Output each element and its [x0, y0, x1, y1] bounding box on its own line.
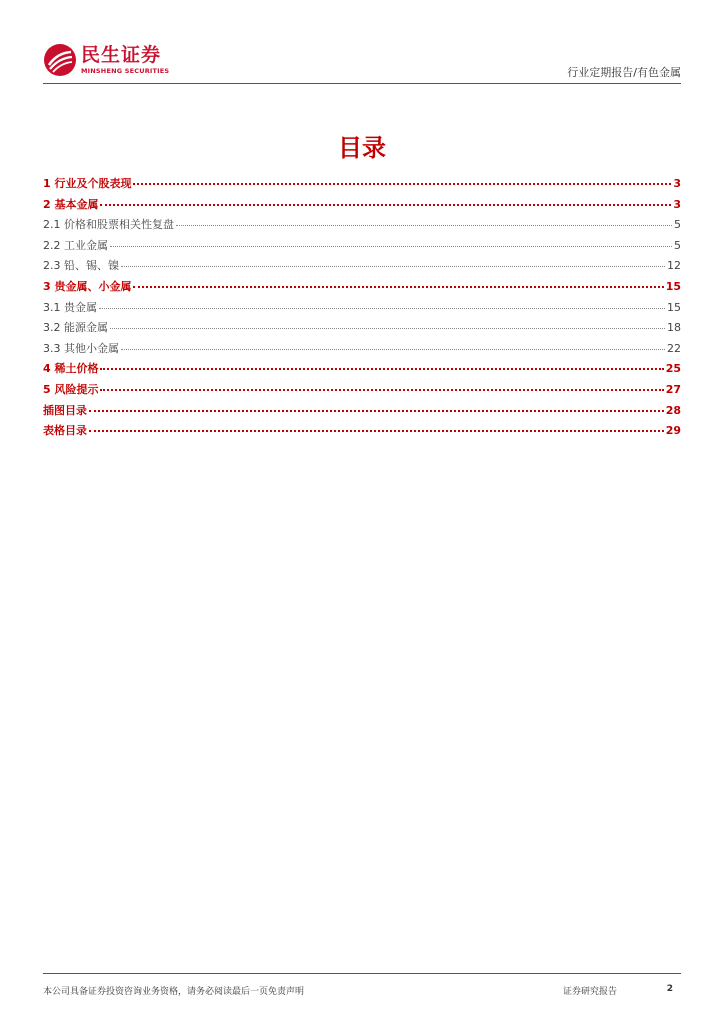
- toc-entry-page[interactable]: 12: [667, 259, 681, 273]
- report-type-label: 行业定期报告/有色金属: [567, 66, 681, 79]
- header-divider: [43, 83, 681, 84]
- toc-entry-label[interactable]: 3.2 能源金属: [43, 321, 108, 335]
- toc-entry[interactable]: [43, 195, 681, 216]
- toc-entry[interactable]: [43, 215, 681, 236]
- toc-dot-leader: [100, 389, 663, 391]
- minsheng-logo-icon: [43, 43, 77, 77]
- toc-dot-leader: [110, 328, 665, 329]
- toc-dot-leader: [133, 286, 663, 288]
- toc-entry-label[interactable]: 3 贵金属、小金属: [43, 279, 132, 293]
- toc-entry[interactable]: [43, 318, 681, 339]
- toc-entry-page[interactable]: 25: [665, 362, 681, 376]
- toc-entry-page[interactable]: 15: [667, 300, 681, 314]
- toc-entry-label[interactable]: 插图目录: [43, 403, 87, 417]
- toc-dot-leader: [89, 430, 664, 432]
- toc-entry-page[interactable]: 27: [665, 382, 681, 396]
- toc-entry-page[interactable]: 3: [673, 177, 681, 190]
- logo-english-name: MINSHENG SECURITIES: [81, 66, 170, 75]
- toc-entry-page[interactable]: 29: [665, 424, 681, 438]
- toc-entry-label[interactable]: 5 风险提示: [43, 382, 99, 396]
- toc-entry[interactable]: [43, 421, 681, 442]
- toc-dot-leader: [121, 349, 665, 350]
- toc-entry-page[interactable]: 3: [673, 197, 681, 211]
- company-logo: [43, 40, 169, 80]
- toc-dot-leader: [100, 368, 663, 370]
- footer-divider: [43, 973, 681, 974]
- toc-entry-page[interactable]: 5: [674, 238, 681, 252]
- toc-entry-label[interactable]: 3.1 贵金属: [43, 300, 97, 314]
- toc-entry[interactable]: [43, 380, 681, 401]
- toc-entry[interactable]: [43, 174, 681, 195]
- toc-entry[interactable]: [43, 359, 681, 380]
- page-title: 目录: [338, 134, 386, 162]
- toc-entry-label[interactable]: 4 稀土价格: [43, 362, 99, 376]
- toc-entry-page[interactable]: 28: [665, 403, 681, 417]
- toc-entry-label[interactable]: 1 行业及个股表现: [43, 177, 132, 190]
- footer-doc-type: 证券研究报告: [563, 987, 618, 997]
- logo-chinese-name: 民生证券: [81, 43, 162, 66]
- toc-entry[interactable]: [43, 236, 681, 257]
- toc-entry-page[interactable]: 18: [667, 321, 681, 335]
- page-header: [43, 38, 681, 84]
- toc-entry[interactable]: [43, 339, 681, 360]
- toc-entry-label[interactable]: 2.3 铅、锡、镍: [43, 259, 119, 273]
- toc-entry-page[interactable]: 22: [667, 341, 681, 355]
- toc-entry-label[interactable]: 3.3 其他小金属: [43, 341, 119, 355]
- toc-dot-leader: [110, 246, 672, 247]
- toc-entry[interactable]: [43, 277, 681, 298]
- toc-entry-label[interactable]: 2 基本金属: [43, 197, 99, 211]
- toc-entry[interactable]: [43, 401, 681, 422]
- toc-entry-label[interactable]: 表格目录: [43, 424, 87, 438]
- toc-entry-label[interactable]: 2.1 价格和股票相关性复盘: [43, 218, 174, 232]
- toc-dot-leader: [99, 308, 665, 309]
- toc-entry[interactable]: [43, 298, 681, 319]
- toc-entry-label[interactable]: 2.2 工业金属: [43, 238, 108, 252]
- toc-entry[interactable]: [43, 256, 681, 277]
- toc-entry-page[interactable]: 5: [674, 218, 681, 232]
- toc-dot-leader: [133, 183, 671, 185]
- toc-dot-leader: [100, 204, 671, 206]
- toc-dot-leader: [89, 410, 664, 412]
- toc-entry-page[interactable]: 15: [665, 279, 681, 293]
- footer-disclaimer: 本公司具备证券投资咨询业务资格，请务必阅读最后一页免责声明: [43, 987, 305, 997]
- toc-dot-leader: [176, 225, 672, 226]
- table-of-contents: [43, 174, 681, 442]
- footer-page-number: 2: [666, 984, 673, 994]
- toc-dot-leader: [121, 266, 665, 267]
